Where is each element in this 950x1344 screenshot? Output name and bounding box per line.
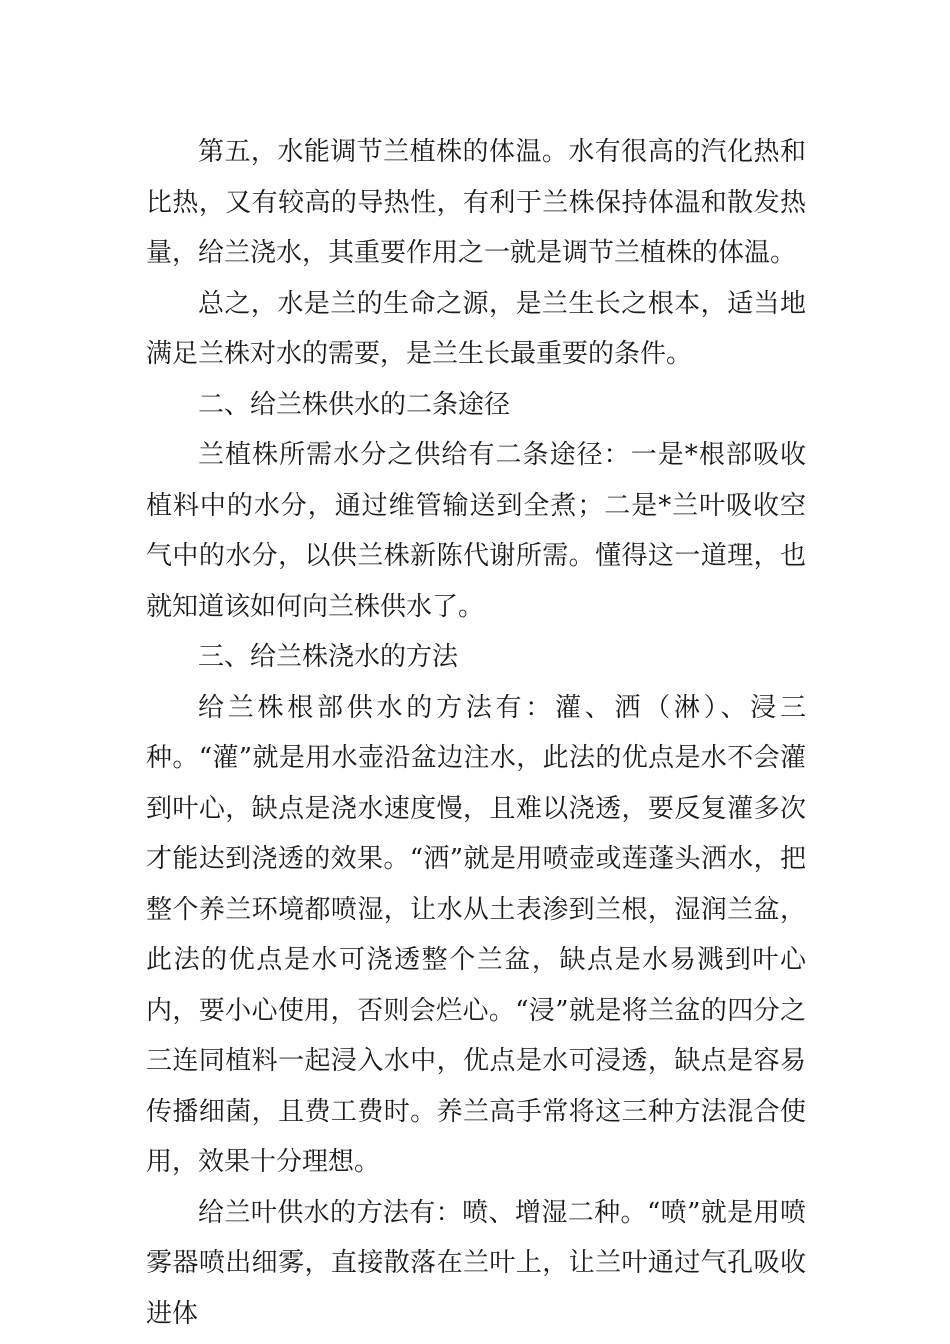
paragraph-leaf-watering-methods: 给兰叶供水的方法有：喷、增湿二种。“喷”就是用喷雾器喷出细雾，直接散落在兰叶上，让兰叶通过气孔吸收进体 <box>146 1197 806 1329</box>
document-body <box>146 127 806 1339</box>
paragraph-body-temperature: 第五，水能调节兰植株的体温。水有很高的汽化热和比热，又有较高的导热性，有利于兰株保持体温和散发热量，给兰浇水，其重要作用之一就是调节兰植株的体温。 <box>146 137 806 268</box>
paragraph-summary: 总之，水是兰的生命之源，是兰生长之根本，适当地满足兰株对水的需要，是兰生长最重要的条件。 <box>146 288 806 369</box>
section-heading-water-supply-paths: 二、给兰株供水的二条途径 <box>198 389 511 420</box>
paragraph-water-supply-paths: 兰植株所需水分之供给有二条途径：一是*根部吸收植料中的水分，通过维管输送到全煮；二是*兰叶吸收空气中的水分，以供兰株新陈代谢所需。懂得这一道理，也就知道该如何向兰株供水了。 <box>146 440 806 622</box>
paragraph-root-watering-methods: 给兰株根部供水的方法有：灌、洒（淋）、浸三种。“灌”就是用水壶沿盆边注水，此法的优点是水不会灌到叶心，缺点是浇水速度慢，且难以浇透，要反复灌多次才能达到浇透的效果。“洒”就是用喷壶或莲蓬头洒水，把整个养兰环境都喷湿，让水从土表渗到兰根，湿润兰盆，此法的优点是水可浇透整个兰盆，缺点是水易溅到叶心内，要小心使用，否则会烂心。“浸”就是将兰盆的四分之三连同植料一起浸入水中，优点是水可浸透，缺点是容易传播细菌，且费工费时。养兰高手常将这三种方法混合使用，效果十分理想。 <box>146 692 806 1177</box>
section-heading-watering-methods: 三、给兰株浇水的方法 <box>198 642 459 672</box>
